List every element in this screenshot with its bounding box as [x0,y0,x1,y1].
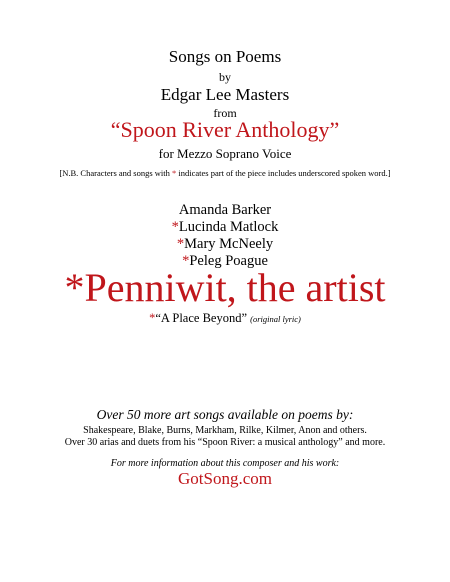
character-item [0,236,450,253]
extra-song-star: * [149,311,156,325]
author-name: Edgar Lee Masters [160,85,290,104]
character-name: Mary McNeely [184,236,274,252]
website-link[interactable]: GotSong.com [178,469,272,488]
by-line: by [219,70,231,84]
arias-line: Over 30 arias and duets from his “Spoon River: a musical anthology” and more. [64,437,386,448]
character-star: * [182,253,190,269]
note-star: * [172,168,177,178]
more-info-line: For more information about this composer and his work: [110,458,340,469]
extra-song [0,311,450,326]
character-star: * [176,236,185,252]
character-name: Amanda Barker [178,202,272,218]
character-item [0,202,450,219]
note-text-before: [N.B. Characters and songs with [59,168,173,178]
voice-type: for Mezzo Soprano Voice [158,146,292,161]
spoken-word-note [0,168,450,178]
more-songs-headline: Over 50 more art songs available on poems by: [96,407,354,422]
note-text-after: indicates part of the piece includes underscored spoken word.] [176,168,391,178]
character-star: * [171,219,179,235]
extra-song-remark: (original lyric) [250,314,301,324]
character-item [0,219,450,236]
poets-list: Shakespeare, Blake, Burns, Markham, Rilke, Kilmer, Anon and others. [83,425,367,436]
extra-song-title: “A Place Beyond” [155,311,247,325]
book-title: “Spoon River Anthology” [110,117,340,142]
featured-song-title: *Penniwit, the artist [64,265,386,310]
character-name: Peleg Poague [189,253,268,269]
collection-title: Songs on Poems [168,47,282,66]
character-name: Lucinda Matlock [178,219,279,235]
from-line: from [213,106,237,120]
